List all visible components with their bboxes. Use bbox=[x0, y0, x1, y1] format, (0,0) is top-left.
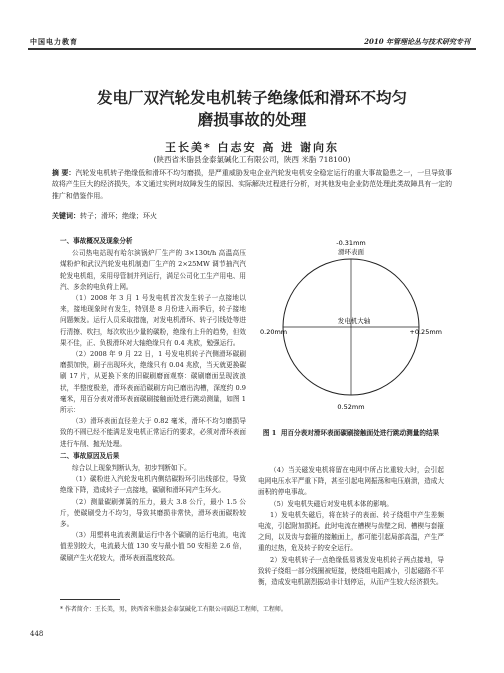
figure-caption-text: 用百分表对滑环表面碳刷接触面处进行跳动测量的结果 bbox=[280, 429, 440, 437]
paragraph: 公司热电站现有哈尔滨锅炉厂生产的 3×130t/h 高温高压煤粉炉和武汉汽轮发电机制造厂生产的 2×25MW 调节抽汽汽轮发电机组，采用母管制并列运行，满足公司化工生产用电、用汽、多余的电负荷上网。 bbox=[60, 249, 246, 291]
header-rule bbox=[28, 48, 476, 50]
abstract-text: 汽轮发电机转子绝缘低和滑环不均匀磨损，是严重威胁发电企业汽轮发电机安全稳定运行的重大事故隐患之一，一旦导致事故将产生巨大的经济损失，本文通过实例对故障发生的原因、实际解决过程进行分析，对其他发电企业防范处理此类故障具有一定的推广和借鉴作用。 bbox=[52, 169, 452, 200]
paragraph: （5）发电机失磁后对发电机本体的影响。 bbox=[270, 499, 393, 508]
paragraph: 1）发电机失磁后，将在转子的表面、转子绕组中产生差频电流，引起附加损耗。此时电流在槽楔与齿壁之间、槽楔与套箍之间，以及齿与套箍的接触面上，都可能引起局部高温，产生严重的过热，危及转子的安全运行。 bbox=[258, 510, 444, 553]
fig-label-top-sub: 滑环表面 bbox=[338, 248, 364, 256]
figure-1 bbox=[258, 235, 444, 420]
journal-name: 中国电力教育 bbox=[30, 37, 78, 46]
authors: 王长美* 白志安 高 进 谢向东 bbox=[164, 141, 340, 154]
paragraph: （2）测量碳刷弹簧的压力，最大 3.8 公斤，最小 1.5 公斤，使碳刷受力不均匀，导致其磨损非常快，滑环表面碳粉较多。 bbox=[60, 497, 246, 529]
right-column bbox=[258, 465, 444, 588]
figure-1-diagram bbox=[258, 235, 444, 420]
paragraph: （4）当关磁发电机将留在电网中所占比重较大时，会引起电网电压水平严重下降，甚至引起电网振荡和电压崩溃，造成大面积的停电事故。 bbox=[258, 466, 444, 497]
fig-label-right: +0.25mm bbox=[409, 328, 442, 336]
figure-caption-number: 图 1 bbox=[262, 429, 277, 437]
paragraph: （1）碳粉进入汽轮发电机内侧结碳粉环引出线部位，导致绝缘下降，造成转子一点接地，碳刷和滑环同产生环火。 bbox=[60, 475, 246, 495]
title-line-2: 磨损事故的处理 bbox=[197, 112, 307, 129]
abstract-label: 摘 要： bbox=[52, 169, 76, 177]
keywords-text: 转子；滑环；绝缘；环火 bbox=[80, 212, 157, 220]
paragraph: 2）发电机转子一点绝缘低易诱发发电机转子两点接地，导致转子绕组一部分线圈被短接，使绕组电阻减小，引起磁路不平衡，造成发电机剧烈振动非计划停运，从而产生较大经济损失。 bbox=[258, 555, 444, 587]
paragraph: （1）2008 年 3 月 1 号发电机首次发生转子一点接地以来，接地现象时有发生，特别是 8 月份进入雨季后，转子接地问题频发。运行人员采取措施，对发电机滑环、转子引线处等进行清擦、吹扫，每次吹出少量的碳粉，绝缘有上升的趋势，但效果不佳，正、负极滑环对大轴绝缘只有 0.4 兆欧，勉强运行。 bbox=[60, 294, 246, 347]
paragraph: （3）滑环表面直径差大于 0.82 毫米，滑环不均匀磨损导致的不圆已经不能满足发电机正常运行的要求，必须对滑环表面进行车削、抛光处理。 bbox=[60, 417, 246, 448]
abstract bbox=[52, 168, 452, 202]
paragraph: 综合以上现象判断认为，初步判断如下。 bbox=[72, 464, 191, 473]
section-heading: 一、事故概况及现象分析 bbox=[60, 237, 133, 245]
issue-name: 2010 年管理论丛与技术研究专刊 bbox=[364, 37, 470, 46]
fig-label-center: 发电机大轴 bbox=[337, 317, 371, 325]
figure-caption bbox=[258, 428, 444, 438]
title-line-1: 发电厂双汽轮发电机转子绝缘低和滑环不均匀 bbox=[96, 90, 407, 107]
page-number: 448 bbox=[30, 630, 44, 638]
section-heading: 二、事故原因及后果 bbox=[60, 451, 120, 460]
left-column bbox=[60, 235, 246, 564]
fig-label-top: -0.31mm bbox=[336, 239, 366, 247]
footnote: * 作者简介：王长美，男，陕西省米脂县金泰氯碱化工有限公司副总工程师，工程师。 bbox=[60, 606, 287, 613]
footnote-rule bbox=[60, 599, 120, 600]
fig-label-left: 0.20mm bbox=[260, 328, 288, 336]
paragraph: （3）用塑料电流表测量运行中各个碳刷的运行电流，电流值差别较大，电流最大值 130 安与最小值 50 安相差 2.6 倍，碳刷产生火花较大，滑环表面温度较高。 bbox=[60, 531, 246, 562]
keywords-label: 关键词： bbox=[52, 211, 80, 220]
fig-label-bottom: 0.52mm bbox=[337, 403, 365, 411]
paragraph: （2）2008 年 9 月 22 日，1 号发电机转子汽侧滑环碳刷磨损加快，刷子出现环火，绝缘只有 0.04 兆欧，当天就更换碳刷 17 片，从更换下来的旧碳刷磨面观察：碳刷磨面呈现波浪状，半整度极差，滑环表面沿碳刷方向已磨出沟槽，深度约 0.9 毫米，用百分表对滑环表面碳刷接触面处进行跳动测量，如图 1 所示： bbox=[60, 350, 246, 415]
affiliation: (陕西省米脂县金泰氯碱化工有限公司，陕西 米脂 718100) bbox=[153, 155, 351, 164]
keywords bbox=[52, 211, 157, 221]
